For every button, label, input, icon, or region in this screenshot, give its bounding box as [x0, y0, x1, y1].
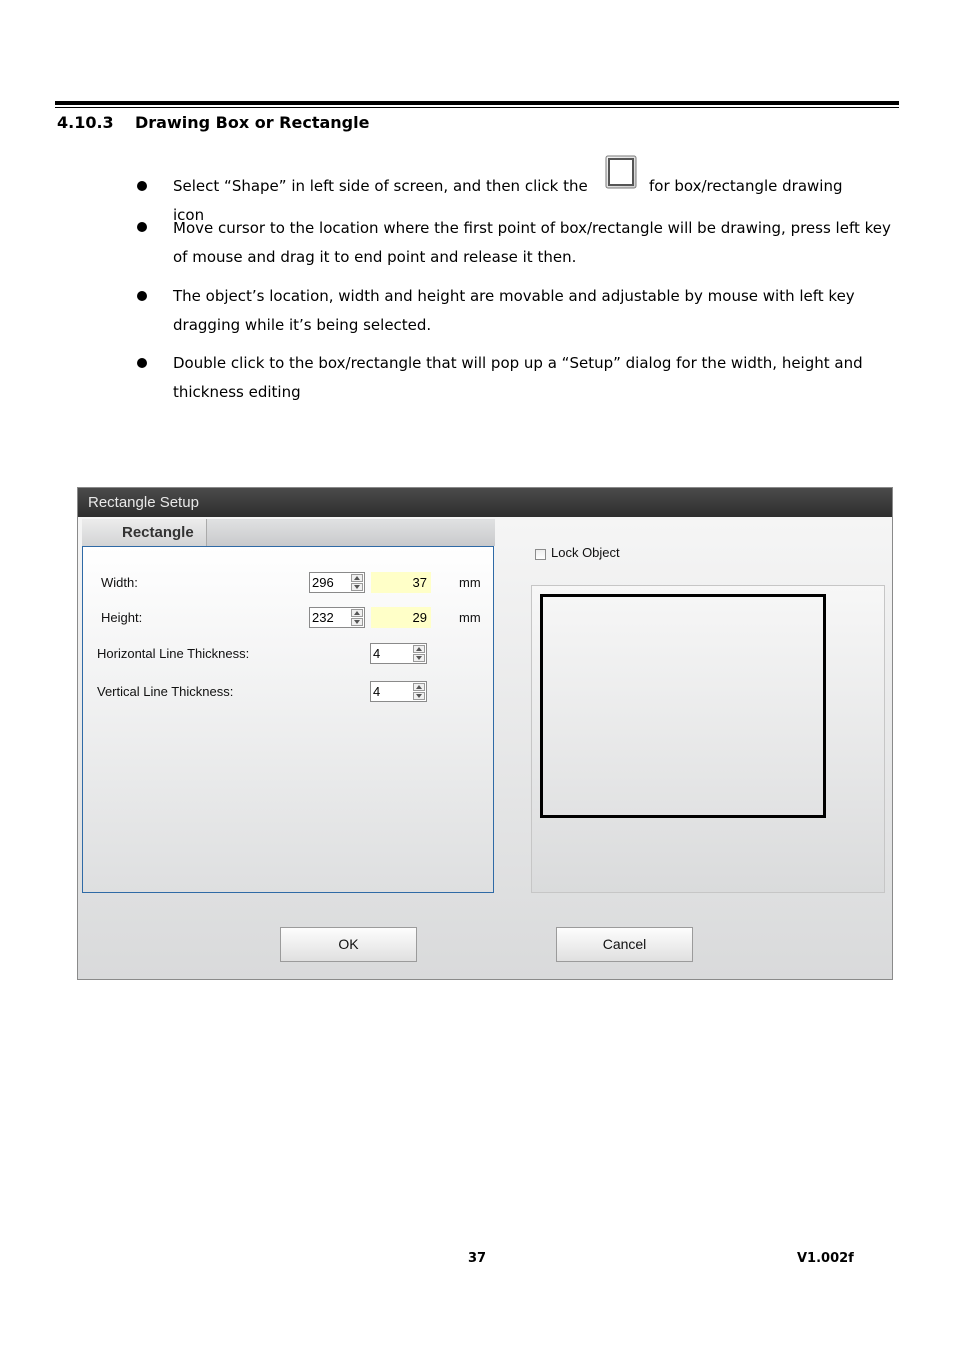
bullet-text-4: Double click to the box/rectangle that will pop up a “Setup” dialog for the width, height and thickness editing [173, 354, 863, 401]
spin-up-icon[interactable] [413, 645, 425, 653]
horizontal-thickness-label: Horizontal Line Thickness: [97, 646, 250, 661]
dialog-title: Rectangle Setup [88, 494, 199, 511]
section-heading [57, 113, 369, 132]
spin-up-icon[interactable] [351, 574, 363, 582]
vertical-thickness-value: 4 [373, 684, 381, 699]
header-rule-thin [55, 107, 899, 108]
vertical-thickness-stepper[interactable] [370, 681, 427, 702]
header-rule-thick [55, 101, 899, 105]
height-stepper[interactable] [309, 607, 365, 628]
bullet-text-3: The object’s location, width and height are movable and adjustable by mouse with left key dragging while it’s being selected. [173, 287, 855, 334]
spin-up-icon[interactable] [413, 683, 425, 691]
ok-button[interactable]: OK [280, 927, 417, 962]
bullet-dot [137, 222, 147, 232]
lock-object-checkbox[interactable] [535, 549, 546, 560]
bullet-dot [137, 291, 147, 301]
page-number: 37 [468, 1251, 487, 1266]
document-version: V1.002f [797, 1251, 854, 1266]
rectangle-setup-dialog [77, 487, 893, 980]
horizontal-thickness-stepper[interactable] [370, 643, 427, 664]
lock-object-label: Lock Object [551, 545, 620, 560]
height-value: 232 [312, 610, 334, 625]
tab-rectangle-label: Rectangle [122, 524, 194, 541]
width-value: 296 [312, 575, 334, 590]
preview-rectangle-shape [540, 594, 826, 818]
vertical-thickness-label: Vertical Line Thickness: [97, 684, 234, 699]
bullet-text-1b: for box/rectangle drawing [649, 177, 843, 195]
height-label: Height: [101, 610, 143, 625]
section-title: Drawing Box or Rectangle [135, 113, 370, 132]
dialog-titlebar [78, 488, 892, 517]
bullet-text-1a: Select “Shape” in left side of screen, and then click the icon [173, 177, 588, 224]
section-number: 4.10.3 [57, 113, 114, 132]
spin-up-icon[interactable] [351, 609, 363, 617]
tab-strip [82, 519, 495, 546]
rectangle-preview [531, 585, 885, 893]
bullet-text-2: Move cursor to the location where the first point of box/rectangle will be drawing, press left key of mouse and drag it to end point and release it then. [173, 219, 891, 266]
width-label: Width: [101, 575, 138, 590]
bullet-dot [137, 181, 147, 191]
height-mm-value: 29 [371, 607, 431, 628]
width-unit: mm [459, 575, 481, 590]
spin-down-icon[interactable] [351, 618, 363, 626]
horizontal-thickness-value: 4 [373, 646, 381, 661]
spin-down-icon[interactable] [413, 654, 425, 662]
width-stepper[interactable] [309, 572, 365, 593]
spin-down-icon[interactable] [351, 583, 363, 591]
tab-rectangle[interactable] [82, 519, 207, 546]
height-unit: mm [459, 610, 481, 625]
bullet-dot [137, 358, 147, 368]
width-mm-value: 37 [371, 572, 431, 593]
spin-down-icon[interactable] [413, 692, 425, 700]
settings-panel [82, 546, 494, 893]
rectangle-tool-icon [605, 155, 637, 189]
cancel-button[interactable]: Cancel [556, 927, 693, 962]
